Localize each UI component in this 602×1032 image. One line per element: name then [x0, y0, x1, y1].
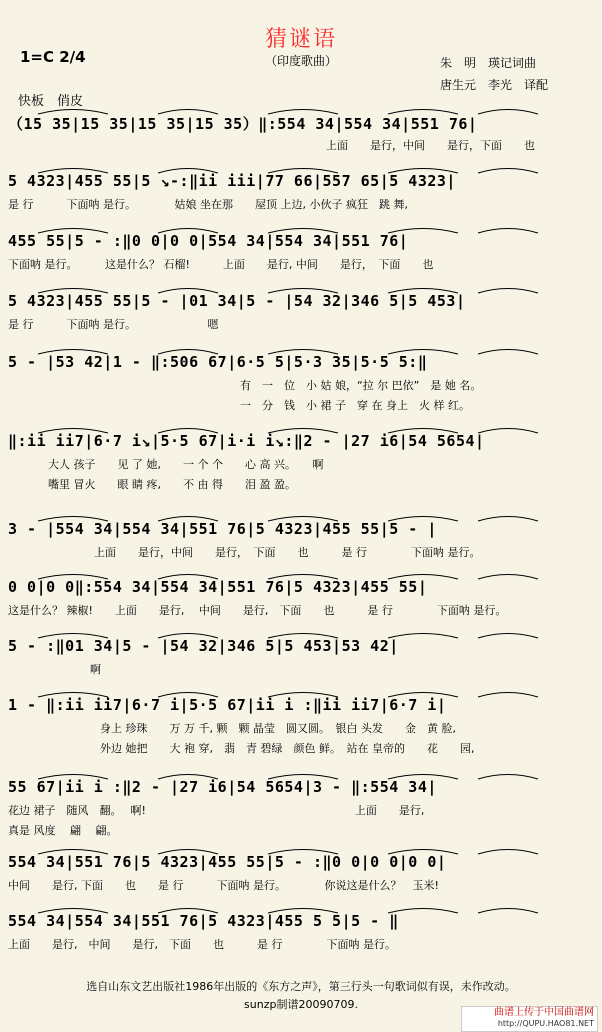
- watermark: [461, 1006, 598, 1032]
- lyric-line: 中间 是行, 下面 也 是 行 下面呐 是行。 你说这是什么？ 玉米!: [8, 879, 439, 892]
- watermark-title: 曲谱上传于中国曲谱网: [494, 1007, 594, 1018]
- lyric-line-verse2: 一 分 钱 小 裙 子 穿 在 身上 火 样 红。: [240, 399, 470, 412]
- song-subtitle: （印度歌曲）: [264, 54, 337, 68]
- lyric-line: 上面 是行，中间 是行， 下面 也 是 行 下面呐 是行。: [94, 546, 481, 559]
- lyric-line: 上面 是行，中间 是行，下面 也: [326, 139, 535, 152]
- credit-line: 唐生元 李光 译配: [440, 78, 549, 92]
- watermark-url: http://QUPU.HAO81.NET: [497, 1019, 594, 1028]
- notation-line: 5 - :‖01 34|5 - |54 32|346 5|5 453|53 42|: [8, 637, 399, 655]
- lyric-line: 是 行 下面呐 是行。 姑娘 坐在那 屋顶 上边, 小伙子 疯狂 跳 舞,: [8, 198, 408, 211]
- notation-line: ‖:ii ii7|6·7 i↘|5·5 67|i·i i↘:‖2 - |27 i6|54 5654|: [8, 432, 485, 450]
- notation-line: 5 4323|455 55|5 ↘-:‖ii iii|77 66|557 65|5 4323|: [8, 172, 456, 190]
- lyric-line: 这是什么？ 辣椒! 上面 是行, 中间 是行, 下面 也 是 行 下面呐 是行。: [8, 604, 507, 617]
- notation-line: 554 34|551 76|5 4323|455 55|5 - :‖0 0|0 0|0 0|: [8, 853, 447, 871]
- notation-line: 5 - |53 42|1 - ‖:506 67|6·5 5|5·3 35|5·5 5:‖: [8, 353, 428, 371]
- lyric-line: 啊: [90, 663, 101, 676]
- lyric-line-verse2: 真是 风度 翩 翩。: [8, 824, 118, 837]
- score-row: [8, 353, 594, 413]
- score-row: [8, 172, 594, 232]
- score-row: [8, 432, 594, 492]
- credit-line: 朱 明 瑛记词曲: [440, 56, 537, 70]
- lyric-line: 下面呐 是行。 这是什么？ 石榴! 上面 是行, 中间 是行， 下面 也: [8, 258, 434, 271]
- lyric-line: 上面 是行, 中间 是行, 下面 也 是 行 下面呐 是行。: [8, 938, 396, 951]
- score-row: [8, 696, 594, 756]
- lyric-line: 是 行 下面呐 是行。 嗯: [8, 318, 219, 331]
- notation-line: 455 55|5 - :‖0 0|0 0|554 34|554 34|551 76|: [8, 232, 409, 250]
- notation-line: 55 67|ii i :‖2 - |27 i6|54 5654|3 - ‖:554 34|: [8, 778, 437, 796]
- notation-line: 554 34|554 34|551 76|5 4323|455 5 5|5 - ‖: [8, 912, 399, 930]
- lyric-line: 有 一 位 小 姑 娘，“拉 尔 巴依” 是 她 名。: [240, 379, 482, 392]
- tempo-marking: 快板 俏皮: [18, 94, 84, 109]
- lyric-line: 身上 珍珠 万 万 千, 颗 颗 晶莹 圆又圆。 银白 头发 金 黄 脸,: [100, 722, 456, 735]
- key-signature: 1=C 2/4: [20, 48, 86, 66]
- lyric-line: 花边 裙子 随风 翻。 啊! 上面 是行,: [8, 804, 425, 817]
- notation-line: 1 - ‖:ii ii7|6·7 i|5·5 67|ii i :‖ii ii7|6·7 i|: [8, 696, 447, 714]
- transcriber-note: sunzp制谱20090709.: [244, 998, 358, 1011]
- lyric-line-verse2: 外边 她把 大 袍 穿, 翡 青 碧绿 颜色 鲜。 站在 皇帝的 花 园,: [100, 742, 475, 755]
- score-row: [8, 292, 594, 352]
- notation-line: （15 35|15 35|15 35|15 35）‖:554 34|554 34|551 76|: [8, 115, 478, 133]
- notation-line: 0 0|0 0‖:554 34|554 34|551 76|5 4323|455 55|: [8, 578, 428, 596]
- score-row: [8, 912, 594, 972]
- credits: [440, 52, 548, 96]
- notation-line: 5 4323|455 55|5 - |01 34|5 - |54 32|346 5|5 453|: [8, 292, 466, 310]
- notation-line: 3 - |554 34|554 34|551 76|5 4323|455 55|5 - |: [8, 520, 437, 538]
- lyric-line-verse2: 嘴里 冒火 眼 睛 疼, 不 由 得 泪 盈 盈。: [48, 478, 296, 491]
- song-title: 猜谜语: [264, 27, 337, 52]
- score-row: [8, 778, 594, 838]
- score-row: [8, 232, 594, 292]
- lyric-line: 大人 孩子 见 了 她, 一 个 个 心 高 兴。 啊: [48, 458, 324, 471]
- source-note: 选自山东文艺出版社1986年出版的《东方之声》，第三行头一句歌词似有误，未作改动。: [86, 980, 516, 993]
